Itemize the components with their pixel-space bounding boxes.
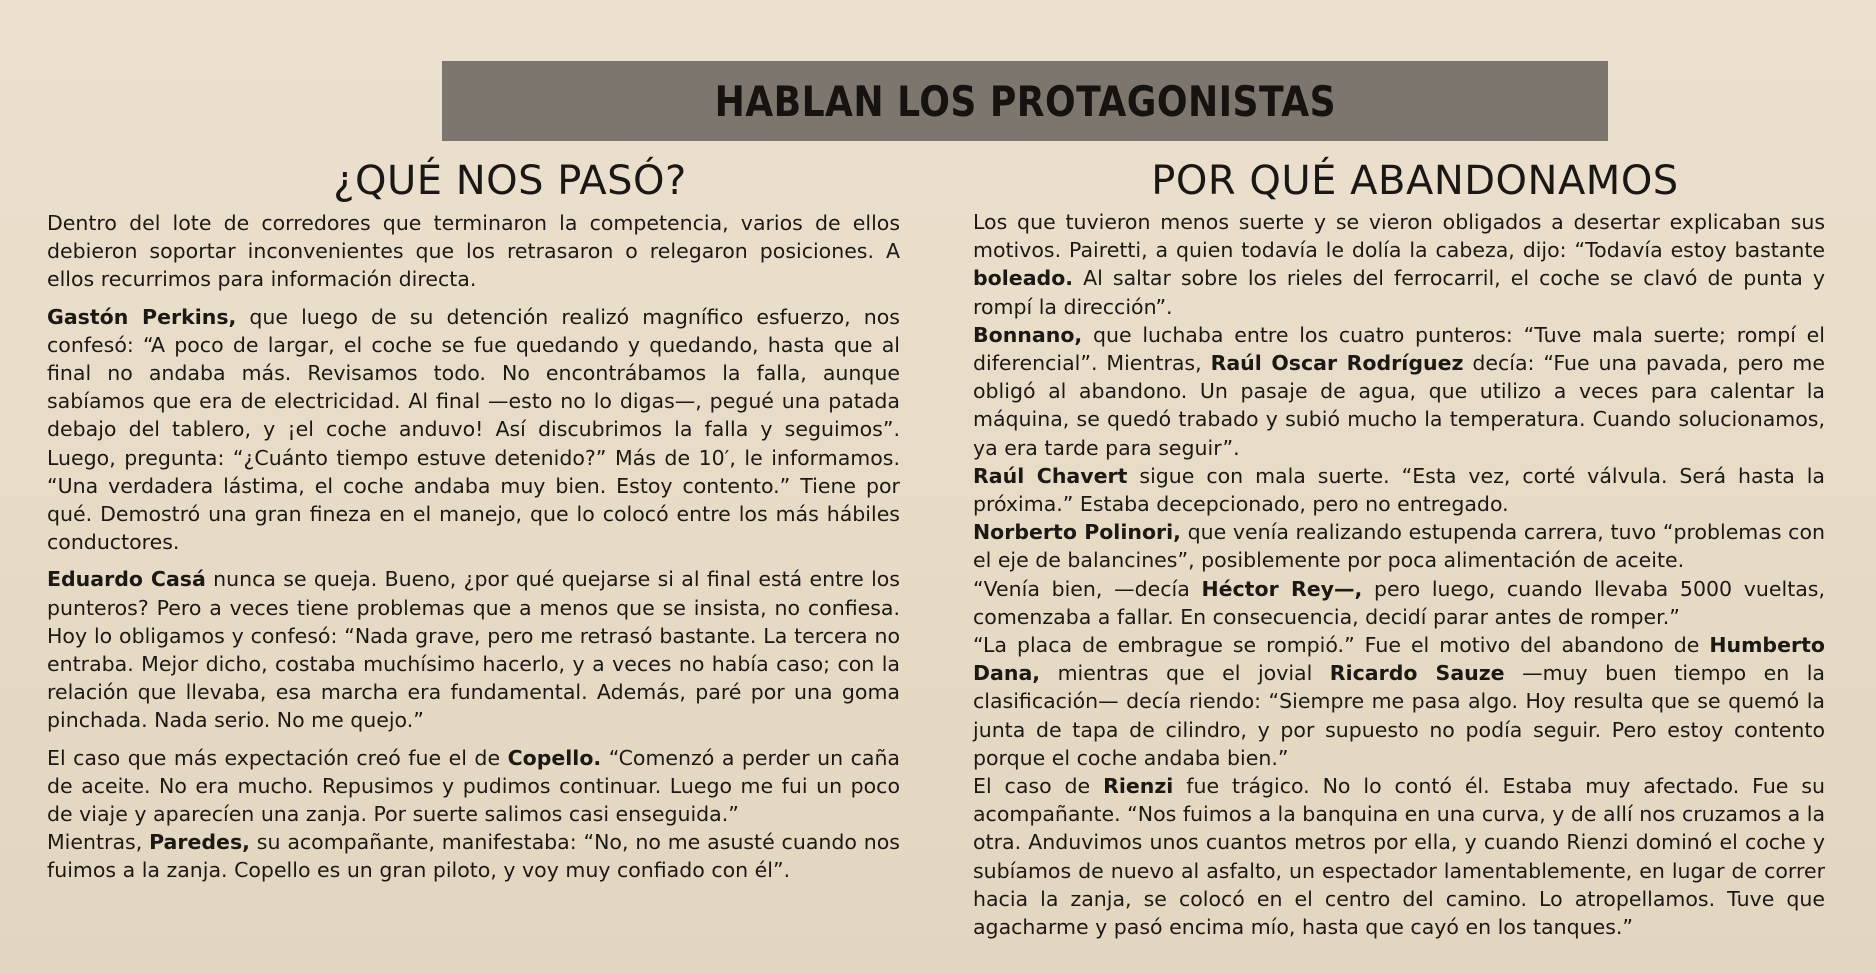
paragraph-text: El caso que más expectación creó fue el de bbox=[47, 745, 508, 770]
paragraph-text: Mientras, bbox=[47, 830, 150, 855]
paragraph-text: “Venía bien, —decía bbox=[973, 576, 1202, 601]
speaker-name: Raúl Chavert bbox=[973, 463, 1128, 488]
speaker-name: Paredes, bbox=[149, 830, 250, 855]
paragraph bbox=[973, 772, 1825, 941]
paragraph-text: nunca se queja. Bueno, ¿por qué quejarse si al final está entre los punteros? Pero a veces tiene problemas que a menos que se insista, no confiesa. Hoy lo obligamos y confesó: “Nada grave, pero me retrasó bastante. La tercera no entraba. Mejor dicho, costaba muchísimo hacerlo, y a veces no había caso; con la relación que llevaba, esa marcha era fundamental. Además, paré por una goma pinchada. Nada serio. No me quejo.” bbox=[47, 567, 900, 733]
paragraph bbox=[973, 208, 1825, 321]
paragraph-text: que venía realizando estupenda carrera, tuvo “problemas con el eje de balancines”, posiblemente por poca alimentación de aceite. bbox=[973, 520, 1825, 573]
speaker-name: Eduardo Casá bbox=[47, 567, 206, 592]
left-column-title: ¿QUÉ NOS PASÓ? bbox=[333, 158, 687, 204]
speaker-name: Ricardo Sauze bbox=[1329, 661, 1505, 686]
paragraph-text: “Comenzó a perder un caña de aceite. No era mucho. Repusimos y pudimos continuar. Luego me fui un poco de viaje y aparecíen una zanja. Por suerte salimos casi enseguida.” bbox=[47, 745, 900, 827]
paragraph-text: Los que tuvieron menos suerte y se vieron obligados a desertar explicaban sus motivos. Pairetti, a quien todavía le dolía la cabeza, dijo: “Todavía estoy bastante bbox=[973, 210, 1825, 263]
speaker-name: boleado. bbox=[973, 266, 1074, 291]
paragraph-text: “La placa de embrague se rompió.” Fue el motivo del abandono de bbox=[973, 633, 1710, 658]
speaker-name: Gastón Perkins, bbox=[47, 304, 237, 329]
paragraph-text: mientras que el jovial bbox=[1040, 661, 1330, 686]
paragraph-text: —muy buen tiempo en la clasificación— decía riendo: “Siempre me pasa algo. Hoy resulta que se quemó la junta de tapa de cilindro, y por supuesto no podía seguir. Pero estoy contento porque el coche andaba bien.” bbox=[973, 661, 1825, 770]
paragraph bbox=[973, 631, 1825, 772]
right-column-text bbox=[973, 208, 1825, 941]
paragraph bbox=[973, 518, 1825, 574]
speaker-name: Humberto Dana, bbox=[973, 633, 1825, 686]
speaker-name: Raúl Oscar Rodríguez bbox=[1210, 351, 1464, 376]
speaker-name: Rienzi bbox=[1103, 774, 1174, 799]
paragraph bbox=[47, 828, 900, 884]
paragraph-text: que luchaba entre los cuatro punteros: “Tuve mala suerte; rompí el diferencial”. Mientras, bbox=[973, 322, 1825, 376]
paragraph bbox=[47, 744, 900, 829]
speaker-name: Copello. bbox=[507, 745, 602, 770]
paragraph bbox=[973, 321, 1825, 462]
paragraph-text: pero luego, cuando llevaba 5000 vueltas, comenzaba a fallar. En consecuencia, decidí parar antes de romper.” bbox=[973, 576, 1826, 629]
paragraph bbox=[973, 575, 1825, 631]
speaker-name: Héctor Rey—, bbox=[1201, 576, 1363, 601]
left-column-text bbox=[47, 209, 900, 894]
paragraph-text: fue trágico. No lo contó él. Estaba muy afectado. Fue su acompañante. “Nos fuimos a la banquina en una curva, y de allí nos cruzamos a la otra. Anduvimos unos cuantos metros por ella, y cuando Rienzi dominó el coche y subíamos de nuevo al asfalto, un espectador lamentablemente, en lugar de correr hacia la zanja, se colocó en el centro del camino. Lo atropellamos. Tuve que agacharme y pasó encima mío, hasta que cayó en los tanques.” bbox=[973, 774, 1826, 940]
paragraph bbox=[47, 565, 900, 734]
paragraph-text: Dentro del lote de corredores que terminaron la competencia, varios de ellos debieron soportar inconvenientes que los retrasaron o relegaron posiciones. A ellos recurrimos para información directa. bbox=[47, 211, 900, 292]
paragraph-text: sigue con mala suerte. “Esta vez, corté válvula. Será hasta la próxima.” Estaba decepcionado, pero no entregado. bbox=[973, 463, 1825, 517]
paragraph-text: su acompañante, manifestaba: “No, no me asusté cuando nos fuimos a la zanja. Copello es un gran piloto, y voy muy confiado con él”. bbox=[47, 830, 900, 883]
paragraph-text: que luego de su detención realizó magnífico esfuerzo, nos confesó: “A poco de largar, el coche se fue quedando y quedando, hasta que al final no andaba más. Revisamos todo. No encontrábamos la falla, aunque sabíamos que era de electricidad. Al final —esto no lo digas—, pegué una patada debajo del tablero, y ¡el coche anduvo! Así discubrimos la falla y seguimos”. Luego, pregunta: “¿Cuánto tiempo estuve detenido?” Más de 10′, le informamos. “Una verdadera lástima, el coche andaba muy bien. Estoy contento.” Tiene por qué. Demostró una gran fineza en el manejo, que lo colocó entre los más hábiles conductores. bbox=[47, 304, 900, 555]
paragraph-text: decía: “Fue una pavada, pero me obligó al abandono. Un pasaje de agua, que utilizo a veces para calentar la máquina, se quedó trabado y subió mucho la temperatura. Cuando solucionamos, ya era tarde para seguir”. bbox=[973, 351, 1825, 460]
paragraph bbox=[47, 209, 900, 294]
speaker-name: Norberto Polinori, bbox=[973, 520, 1181, 545]
paragraph bbox=[47, 303, 900, 557]
speaker-name: Bonnano, bbox=[973, 322, 1083, 347]
paragraph-text: Al saltar sobre los rieles del ferrocarril, el coche se clavó de punta y rompí la dirección”. bbox=[973, 266, 1825, 319]
section-banner bbox=[442, 61, 1608, 141]
right-column-title: POR QUÉ ABANDONAMOS bbox=[1151, 158, 1679, 204]
paragraph bbox=[973, 462, 1825, 518]
paragraph-text: El caso de bbox=[973, 774, 1104, 799]
banner-title: HABLAN LOS PROTAGONISTAS bbox=[714, 76, 1336, 126]
